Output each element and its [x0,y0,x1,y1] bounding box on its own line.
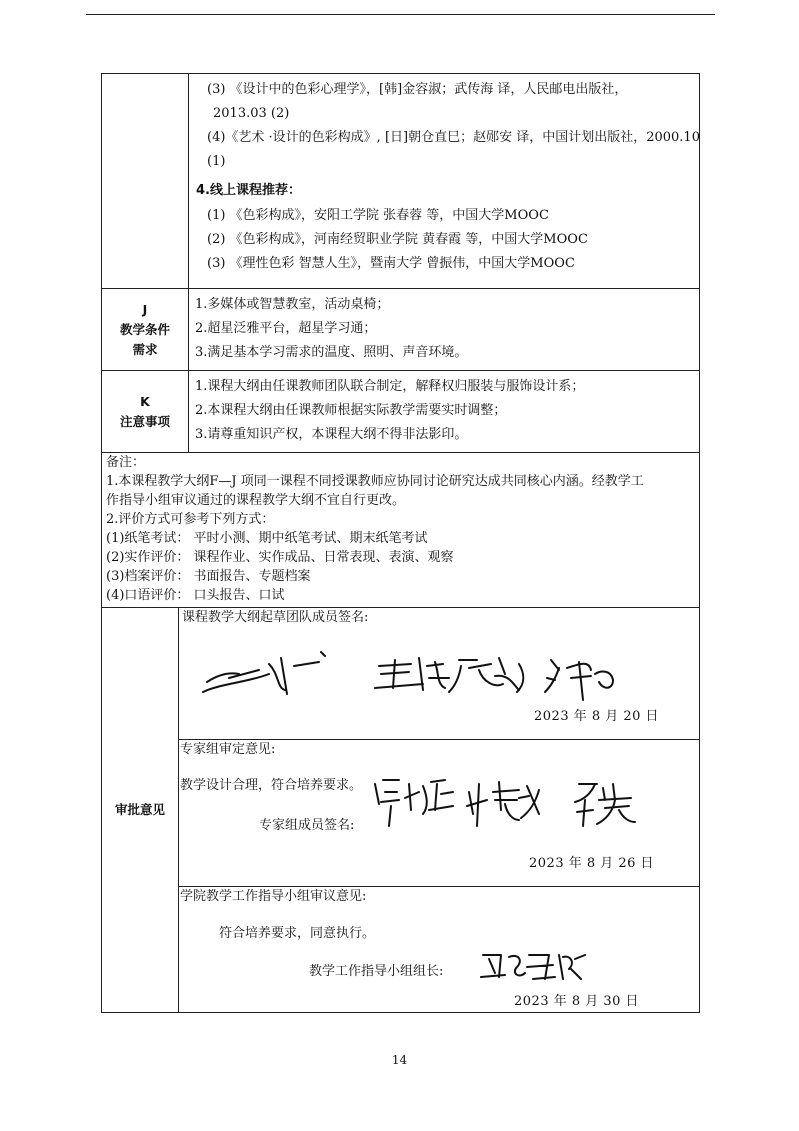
references-row [102,74,700,289]
note-line: 2.评价方式可参考下列方式： [106,512,275,527]
approval-label: 审批意见 [102,608,179,1013]
note-line: (4)口语评价： 口头报告、口试 [106,588,285,603]
section-k-item: 1.课程大纲由任课教师团队联合制定，解释权归服装与服饰设计系； [195,379,585,394]
online-course-item: (1) 《色彩构成》，安阳工学院 张春蓉 等，中国大学MOOC [207,208,549,223]
section-j-title: 教学条件 [119,321,170,337]
note-line: (2)实作评价： 课程作业、实作成品、日常表现、表演、观察 [106,550,454,565]
page-number: 14 [391,1053,408,1067]
section-j-item: 3.满足基本学习需求的温度、照明、声音环境。 [195,345,468,360]
reference-item-3: (3) 《设计中的色彩心理学》，[韩]金容淑；武传海 译，人民邮电出版社， [207,82,628,97]
section-k-item: 3.请尊重知识产权，本课程大纲不得非法影印。 [195,427,468,442]
expert-group-signatures [369,770,659,840]
college-leader-signature [479,949,589,985]
note-line: (1)纸笔考试： 平时小测、期中纸笔考试、期末纸笔考试 [106,531,428,546]
section-k-content [189,371,700,453]
reference-item-3-cont: 2013.03 (2) [213,106,290,121]
expert-group-section [179,740,699,887]
expert-group-date: 2023 年 8 月 26 日 [529,856,655,871]
college-group-date: 2023 年 8 月 30 日 [514,994,640,1009]
note-line: 1.本课程教学大纲F—J 项同一课程不同授课教师应协同讨论研究达成共同核心内涵。经教学工 [106,474,644,489]
section-k-label [102,371,189,453]
notes-row [102,453,700,608]
drafting-team-title: 课程教学大纲起草团队成员签名: [182,610,369,625]
syllabus-table [101,73,700,1013]
section-j-letter: J [142,301,148,317]
drafting-team-date: 2023 年 8 月 20 日 [534,709,660,724]
section-j-content [189,289,700,371]
reference-item-4-cont: (1) [207,154,226,169]
references-label-cell [102,74,189,289]
references-cell [189,74,700,289]
online-courses-heading: 4.线上课程推荐： [196,183,301,198]
section-k-title: 注意事项 [119,413,170,429]
approval-row [102,608,700,1013]
expert-signature-label: 专家组成员签名: [259,818,355,833]
notes-heading: 备注： [106,455,146,470]
section-k-letter: K [140,393,150,409]
approval-content [179,608,700,1013]
section-j-row [102,289,700,371]
drafting-team-signatures [199,644,669,704]
notes-cell [102,453,700,608]
drafting-team-section [179,608,699,740]
college-group-section [179,887,699,1012]
section-k-row [102,371,700,453]
header-rule [86,14,715,15]
note-line: 作指导小组审议通过的课程教学大纲不宜自行更改。 [106,493,406,508]
expert-group-opinion: 教学设计合理，符合培养要求。 [180,778,363,793]
section-j-item: 2.超星泛雅平台，超星学习通； [195,321,377,336]
online-course-item: (3) 《理性色彩 智慧人生》，暨南大学 曾振伟，中国大学MOOC [207,256,575,271]
reference-item-4: (4)《艺术 ·设计的色彩构成》, [日]朝仓直巳；赵郧安 译，中国计划出版社，2000.10 [207,130,700,145]
college-group-opinion: 符合培养要求，同意执行。 [219,926,376,941]
online-course-item: (2) 《色彩构成》，河南经贸职业学院 黄春霞 等，中国大学MOOC [207,232,588,247]
college-leader-label: 教学工作指导小组组长: [309,964,444,979]
college-group-title: 学院教学工作指导小组审议意见: [180,889,367,904]
expert-group-title: 专家组审定意见: [180,742,276,757]
section-j-title-cont: 需求 [132,341,158,357]
section-j-item: 1.多媒体或智慧教室，活动桌椅； [195,297,390,312]
section-k-item: 2.本课程大纲由任课教师根据实际教学需要实时调整； [195,403,507,418]
section-j-label [102,289,189,371]
note-line: (3)档案评价： 书面报告、专题档案 [106,569,311,584]
